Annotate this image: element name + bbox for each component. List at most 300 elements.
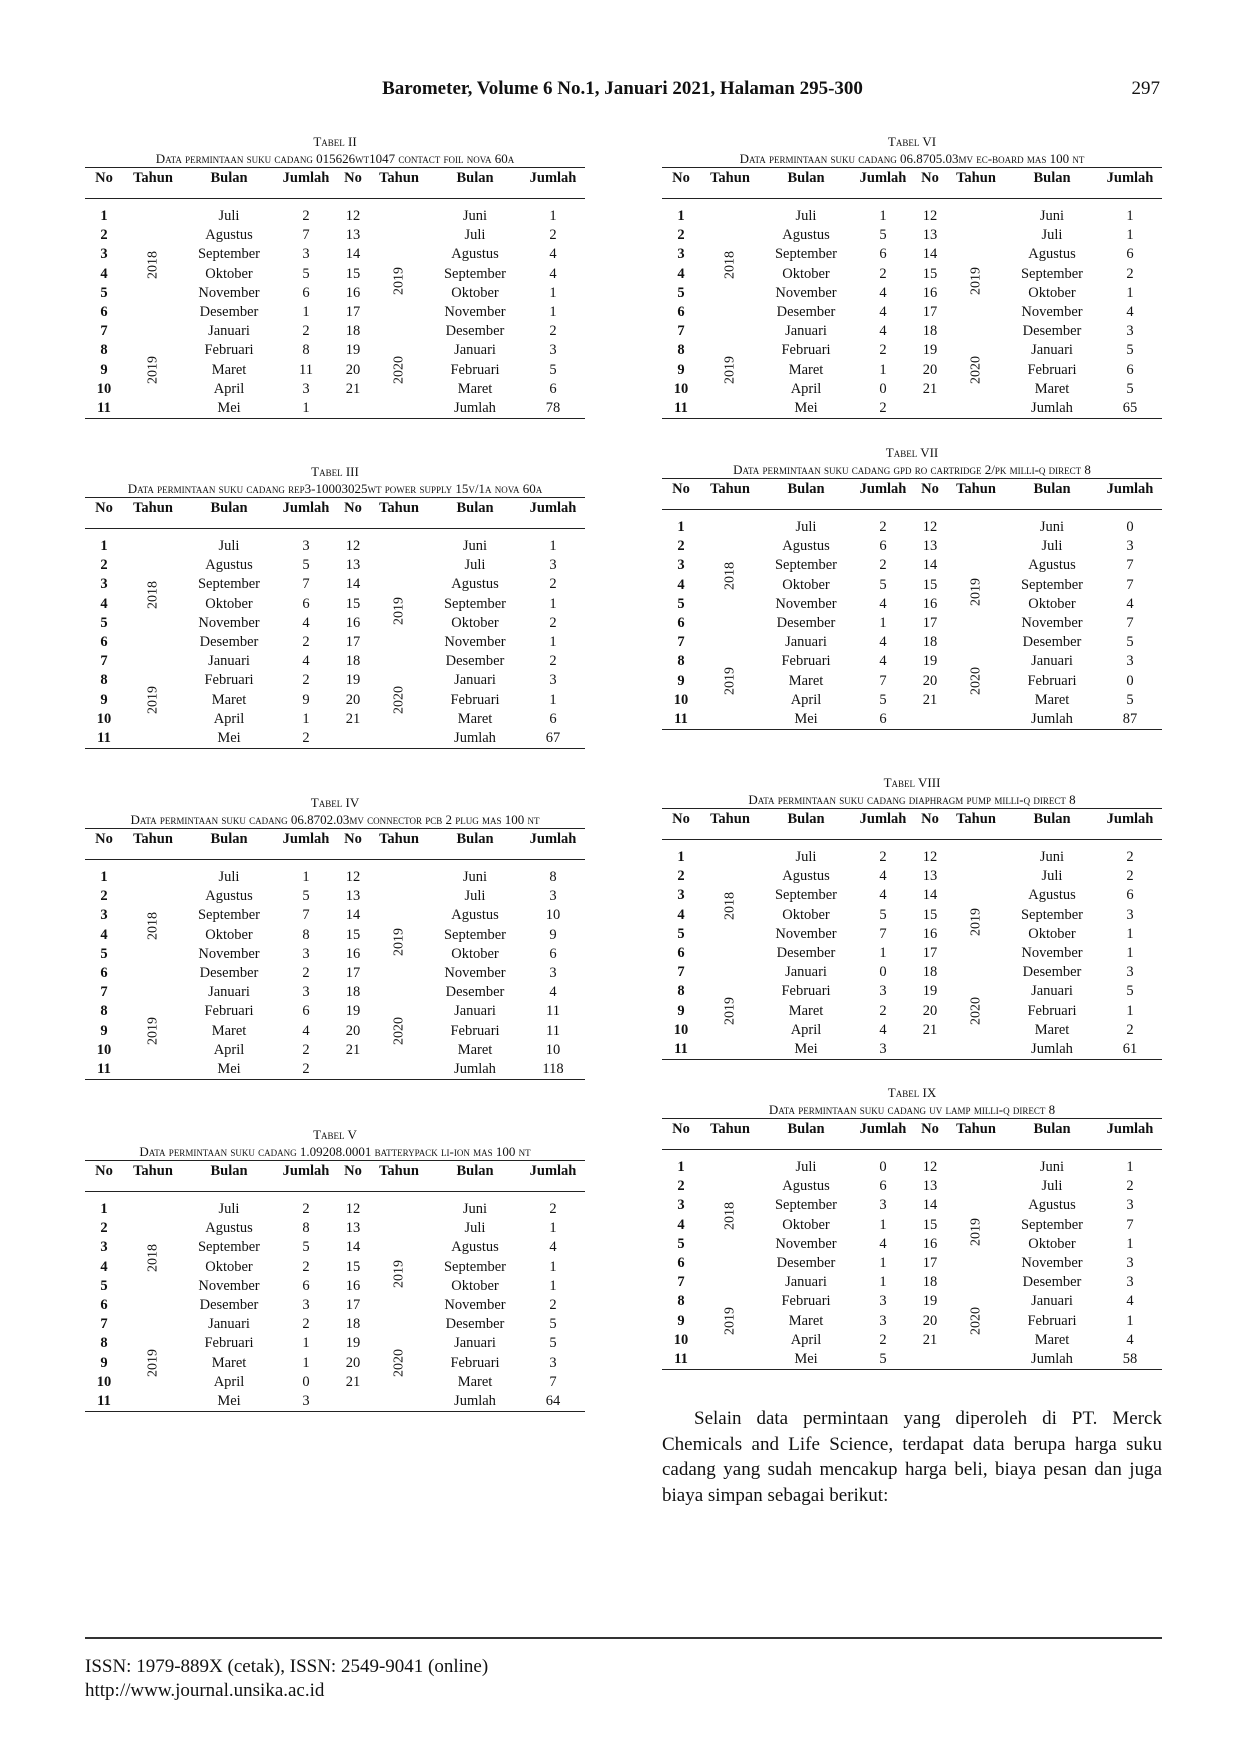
- month-cell: Juni: [462, 538, 488, 554]
- month-cell: Juli: [464, 557, 486, 574]
- row-number: 6: [677, 304, 685, 321]
- amount-cell: 2: [879, 519, 887, 535]
- amount-cell: 4: [879, 868, 887, 885]
- month-cell: September: [443, 595, 506, 612]
- year-cell: [700, 518, 760, 633]
- amount-cell: 5: [1126, 380, 1134, 397]
- column-header: No: [344, 831, 362, 847]
- amount-cell: 1: [302, 1354, 310, 1371]
- month-cell: Februari: [450, 691, 500, 708]
- month-cell: Mei: [217, 1061, 241, 1078]
- year-label: 2020: [968, 356, 984, 385]
- month-cell: September: [197, 576, 260, 593]
- row-number: 20: [345, 691, 361, 708]
- empty-cell: [369, 399, 429, 419]
- month-cell: Agustus: [782, 227, 830, 244]
- month-cell: Juni: [1039, 519, 1065, 535]
- row-number: 9: [677, 1002, 685, 1019]
- month-cell: Juli: [795, 519, 817, 535]
- year-cell: [123, 322, 183, 419]
- month-cell: Agustus: [451, 246, 499, 263]
- year-cell: [369, 868, 429, 1002]
- month-cell: Februari: [781, 342, 831, 359]
- amount-cell: 2: [879, 1331, 887, 1348]
- year-label: 2019: [145, 686, 161, 715]
- month-cell: Juli: [218, 538, 240, 554]
- row-number: 15: [345, 926, 361, 943]
- row-number: 11: [97, 1061, 111, 1078]
- column-header: Bulan: [787, 170, 825, 186]
- column-header: Jumlah: [282, 831, 330, 847]
- month-cell: Mei: [217, 730, 241, 747]
- year-cell: [946, 848, 1006, 982]
- amount-cell: 78: [545, 400, 561, 417]
- month-cell: Agustus: [205, 557, 253, 574]
- month-cell: Desember: [776, 615, 836, 632]
- row-number: 5: [677, 595, 685, 612]
- footer-url: http://www.journal.unsika.ac.id: [85, 1680, 325, 1701]
- amount-cell: 4: [879, 1021, 887, 1038]
- row-number: 16: [922, 595, 938, 612]
- month-cell: November: [1021, 945, 1083, 962]
- data-table: [85, 795, 585, 1080]
- year-label: 2020: [968, 667, 984, 696]
- month-cell: Maret: [1034, 380, 1070, 397]
- column-header: Jumlah: [282, 1163, 330, 1179]
- column-header: Bulan: [456, 831, 494, 847]
- amount-cell: 6: [879, 538, 887, 555]
- row-number: 8: [677, 1293, 685, 1310]
- amount-cell: 3: [549, 965, 557, 982]
- month-cell: Jumlah: [454, 730, 496, 747]
- row-number: 21: [345, 380, 361, 397]
- row-number: 6: [100, 304, 108, 321]
- row-number: 3: [100, 907, 108, 924]
- amount-cell: 6: [302, 1277, 310, 1294]
- amount-cell: 3: [302, 1393, 310, 1410]
- amount-cell: 3: [549, 1354, 557, 1371]
- month-cell: April: [213, 380, 245, 397]
- month-cell: Jumlah: [454, 1393, 496, 1410]
- month-cell: Januari: [785, 964, 827, 981]
- month-cell: April: [790, 1331, 822, 1348]
- amount-cell: 4: [879, 653, 887, 670]
- row-number: 14: [345, 907, 361, 924]
- column-header: Tahun: [710, 481, 750, 497]
- column-header: Jumlah: [859, 1121, 907, 1137]
- amount-cell: 2: [549, 653, 557, 670]
- amount-cell: 6: [1126, 361, 1134, 378]
- row-number: 10: [96, 1041, 112, 1058]
- amount-cell: 4: [879, 304, 887, 321]
- row-number: 6: [100, 634, 108, 651]
- amount-cell: 1: [1126, 945, 1134, 962]
- month-cell: Maret: [788, 672, 824, 689]
- row-number: 18: [922, 634, 938, 651]
- month-cell: November: [1021, 1255, 1083, 1272]
- month-cell: Juni: [462, 869, 488, 885]
- amount-cell: 3: [549, 557, 557, 574]
- amount-cell: 4: [549, 1239, 557, 1256]
- row-number: 19: [345, 1003, 361, 1020]
- amount-cell: 6: [302, 595, 310, 612]
- amount-cell: 65: [1122, 400, 1138, 417]
- column-header: Jumlah: [859, 170, 907, 186]
- column-header: Tahun: [379, 831, 419, 847]
- month-cell: Juli: [218, 1201, 240, 1217]
- table-row: [662, 1158, 1162, 1177]
- amount-cell: 5: [1126, 342, 1134, 359]
- amount-cell: 1: [549, 1277, 557, 1294]
- amount-cell: 3: [549, 342, 557, 359]
- row-number: 10: [673, 1021, 689, 1038]
- amount-cell: 2: [302, 672, 310, 689]
- amount-cell: 3: [1126, 1197, 1134, 1214]
- month-cell: Januari: [208, 653, 250, 670]
- table-number: Tabel IX: [887, 1085, 937, 1100]
- row-number: 7: [677, 964, 685, 981]
- column-header: Tahun: [956, 170, 996, 186]
- amount-cell: 4: [879, 887, 887, 904]
- month-cell: Desember: [1022, 634, 1082, 651]
- month-cell: Oktober: [451, 1277, 499, 1294]
- row-number: 6: [677, 945, 685, 962]
- row-number: 8: [100, 342, 108, 359]
- row-number: 8: [677, 342, 685, 359]
- year-label: 2018: [722, 891, 738, 920]
- table-number: Tabel VIII: [883, 775, 941, 790]
- row-number: [914, 710, 946, 730]
- column-header: No: [95, 1163, 113, 1179]
- year-cell: [946, 982, 1006, 1040]
- year-label: 2019: [722, 997, 738, 1026]
- body-paragraph: Selain data permintaan yang diperoleh di PT. Merck Chemicals and Life Science, terdapat data berupa harga suku cadang yang sudah mencakup harga beli, biaya pesan dan juga biaya simpan sebagai berikut:: [662, 1408, 1162, 1506]
- year-cell: [946, 518, 1006, 652]
- column-header: Jumlah: [1106, 811, 1154, 827]
- row-number: 1: [100, 869, 108, 885]
- row-number: 7: [677, 1274, 685, 1291]
- month-cell: Oktober: [205, 926, 253, 943]
- month-cell: November: [444, 304, 506, 321]
- row-number: 16: [345, 1277, 361, 1294]
- row-number: 8: [100, 672, 108, 689]
- year-cell: [946, 1292, 1006, 1350]
- month-cell: Agustus: [451, 1239, 499, 1256]
- column-header: Jumlah: [529, 170, 577, 186]
- empty-cell: [946, 399, 1006, 419]
- month-cell: Februari: [1027, 672, 1077, 689]
- table-row: [85, 207, 585, 226]
- column-header: Bulan: [210, 1163, 248, 1179]
- year-cell: [369, 537, 429, 671]
- page-header: [85, 78, 1160, 108]
- month-cell: November: [444, 634, 506, 651]
- table-caption: Data permintaan suku cadang 06.8702.03mv connector pcb 2 plug mas 100 nt: [130, 812, 540, 827]
- year-label: 2020: [391, 1349, 407, 1378]
- row-number: 21: [922, 1331, 938, 1348]
- row-number: 7: [100, 323, 108, 340]
- row-number: 10: [96, 380, 112, 397]
- amount-cell: 4: [549, 246, 557, 263]
- amount-cell: 2: [1126, 1021, 1134, 1038]
- row-number: 18: [922, 1274, 938, 1291]
- row-number: 15: [922, 906, 938, 923]
- year-cell: [123, 652, 183, 749]
- amount-cell: 5: [302, 557, 310, 574]
- row-number: 9: [677, 1312, 685, 1329]
- year-cell: [946, 652, 1006, 710]
- table-number: Tabel VII: [885, 445, 939, 460]
- empty-cell: [369, 1060, 429, 1080]
- table-number: Tabel V: [313, 1127, 357, 1142]
- year-cell: [700, 633, 760, 730]
- month-cell: November: [775, 284, 837, 301]
- year-label: 2020: [391, 356, 407, 385]
- row-number: 7: [677, 323, 685, 340]
- month-cell: Oktober: [782, 576, 830, 593]
- month-cell: Mei: [794, 1041, 818, 1058]
- year-label: 2019: [722, 667, 738, 696]
- row-number: 5: [100, 614, 108, 631]
- journal-title: Barometer, Volume 6 No.1, Januari 2021, Halaman 295-300: [382, 78, 863, 99]
- month-cell: Maret: [788, 361, 824, 378]
- column-header: Bulan: [1033, 1121, 1071, 1137]
- amount-cell: 2: [549, 576, 557, 593]
- row-number: 4: [677, 906, 685, 923]
- month-cell: Januari: [454, 1003, 496, 1020]
- row-number: 21: [922, 380, 938, 397]
- amount-cell: 2: [302, 634, 310, 651]
- year-cell: [369, 1200, 429, 1334]
- month-cell: November: [198, 1277, 260, 1294]
- year-cell: [123, 983, 183, 1080]
- row-number: 1: [677, 208, 685, 224]
- row-number: 10: [673, 691, 689, 708]
- year-cell: [700, 963, 760, 1060]
- amount-cell: 5: [549, 361, 557, 378]
- column-header: Tahun: [133, 831, 173, 847]
- amount-cell: 7: [302, 576, 310, 593]
- amount-cell: 3: [879, 1041, 887, 1058]
- row-number: 20: [922, 361, 938, 378]
- year-label: 2019: [391, 266, 407, 295]
- amount-cell: 6: [879, 246, 887, 263]
- year-label: 2018: [145, 250, 161, 279]
- month-cell: Desember: [199, 634, 259, 651]
- row-number: 7: [100, 1316, 108, 1333]
- row-number: 2: [100, 1220, 108, 1237]
- month-cell: November: [775, 925, 837, 942]
- row-number: 3: [677, 887, 685, 904]
- row-number: 9: [100, 1354, 108, 1371]
- row-number: 2: [100, 227, 108, 244]
- month-cell: April: [213, 710, 245, 727]
- amount-cell: 3: [302, 1297, 310, 1314]
- amount-cell: 1: [879, 1274, 887, 1291]
- amount-cell: 1: [1126, 925, 1134, 942]
- table-row: [662, 1273, 1162, 1292]
- column-header: Tahun: [956, 811, 996, 827]
- month-cell: Mei: [794, 400, 818, 417]
- row-number: 9: [677, 672, 685, 689]
- row-number: 2: [100, 557, 108, 574]
- amount-cell: 2: [549, 1201, 557, 1217]
- amount-cell: 2: [549, 614, 557, 631]
- row-number: [337, 729, 369, 749]
- amount-cell: 6: [549, 710, 557, 727]
- amount-cell: 1: [549, 634, 557, 651]
- column-header: Tahun: [133, 1163, 173, 1179]
- month-cell: Desember: [445, 653, 505, 670]
- column-header: Bulan: [1033, 481, 1071, 497]
- column-header: Bulan: [210, 500, 248, 516]
- row-number: 6: [677, 1255, 685, 1272]
- amount-cell: 2: [302, 730, 310, 747]
- row-number: 5: [677, 1235, 685, 1252]
- row-number: 19: [922, 342, 938, 359]
- month-cell: Oktober: [451, 614, 499, 631]
- amount-cell: 1: [879, 361, 887, 378]
- month-cell: Maret: [457, 1041, 493, 1058]
- year-label: 2019: [145, 1349, 161, 1378]
- year-cell: [700, 848, 760, 963]
- amount-cell: 5: [879, 1351, 887, 1368]
- row-number: 21: [345, 1373, 361, 1390]
- month-cell: November: [1021, 304, 1083, 321]
- month-cell: September: [1020, 906, 1083, 923]
- column-header: No: [921, 170, 939, 186]
- month-cell: Jumlah: [454, 1061, 496, 1078]
- year-cell: [369, 207, 429, 341]
- column-header: Jumlah: [529, 831, 577, 847]
- year-label: 2020: [968, 1307, 984, 1336]
- month-cell: November: [775, 595, 837, 612]
- row-number: [337, 1060, 369, 1080]
- month-cell: Januari: [1031, 342, 1073, 359]
- month-cell: Januari: [208, 1316, 250, 1333]
- row-number: 2: [100, 888, 108, 905]
- column-header: Jumlah: [282, 170, 330, 186]
- amount-cell: 2: [1126, 1178, 1134, 1195]
- table-row: [662, 322, 1162, 341]
- column-header: No: [921, 1121, 939, 1137]
- amount-cell: 1: [549, 538, 557, 554]
- month-cell: Juni: [462, 208, 488, 224]
- month-cell: September: [1020, 1216, 1083, 1233]
- amount-cell: 2: [302, 1061, 310, 1078]
- month-cell: Mei: [217, 1393, 241, 1410]
- month-cell: September: [197, 246, 260, 263]
- column-header: Jumlah: [1106, 481, 1154, 497]
- column-header: No: [95, 170, 113, 186]
- amount-cell: 1: [549, 304, 557, 321]
- column-header: Tahun: [956, 1121, 996, 1137]
- row-number: 4: [677, 1216, 685, 1233]
- row-number: 17: [922, 615, 938, 632]
- row-number: 12: [922, 519, 938, 535]
- amount-cell: 2: [302, 965, 310, 982]
- row-number: 3: [677, 557, 685, 574]
- month-cell: Agustus: [205, 227, 253, 244]
- month-cell: Juni: [462, 1201, 488, 1217]
- month-cell: Februari: [781, 653, 831, 670]
- amount-cell: 1: [879, 1216, 887, 1233]
- month-cell: Desember: [1022, 964, 1082, 981]
- column-header: Bulan: [787, 811, 825, 827]
- column-header: Tahun: [133, 500, 173, 516]
- month-cell: September: [774, 246, 837, 263]
- row-number: 17: [345, 965, 361, 982]
- column-header: Bulan: [210, 170, 248, 186]
- column-header: No: [344, 500, 362, 516]
- month-cell: Februari: [204, 342, 254, 359]
- month-cell: Januari: [454, 1335, 496, 1352]
- page-number: 297: [1131, 78, 1160, 99]
- row-number: 11: [674, 711, 688, 728]
- table-number: Tabel III: [311, 464, 359, 479]
- row-number: 20: [922, 1002, 938, 1019]
- amount-cell: 7: [879, 672, 887, 689]
- table-row: [662, 518, 1162, 537]
- amount-cell: 1: [1126, 1312, 1134, 1329]
- amount-cell: 2: [879, 557, 887, 574]
- row-number: 7: [677, 634, 685, 651]
- month-cell: Oktober: [782, 906, 830, 923]
- year-cell: [123, 1315, 183, 1412]
- table-caption: Data permintaan suku cadang uv lamp milli-q direct 8: [768, 1102, 1056, 1117]
- amount-cell: 5: [549, 1316, 557, 1333]
- month-cell: Jumlah: [1031, 400, 1073, 417]
- row-number: 18: [345, 653, 361, 670]
- column-header: Tahun: [379, 170, 419, 186]
- column-header: Tahun: [710, 1121, 750, 1137]
- amount-cell: 8: [302, 1220, 310, 1237]
- month-cell: April: [213, 1041, 245, 1058]
- amount-cell: 7: [302, 227, 310, 244]
- month-cell: November: [198, 614, 260, 631]
- amount-cell: 6: [302, 1003, 310, 1020]
- row-number: 13: [922, 538, 938, 555]
- month-cell: Februari: [1027, 1002, 1077, 1019]
- amount-cell: 3: [879, 983, 887, 1000]
- row-number: 9: [100, 361, 108, 378]
- column-header: Bulan: [456, 170, 494, 186]
- row-number: 3: [100, 1239, 108, 1256]
- table-number: Tabel VI: [887, 134, 937, 149]
- row-number: 14: [922, 246, 938, 263]
- month-cell: Maret: [788, 1002, 824, 1019]
- year-cell: [700, 1273, 760, 1370]
- year-cell: [369, 671, 429, 729]
- row-number: 12: [345, 869, 361, 885]
- year-label: 2019: [968, 907, 984, 936]
- footer-issn: ISSN: 1979-889X (cetak), ISSN: 2549-9041 (online): [85, 1656, 489, 1677]
- row-number: 3: [677, 1197, 685, 1214]
- month-cell: Juli: [464, 888, 486, 905]
- month-cell: Juli: [464, 227, 486, 244]
- month-cell: Agustus: [205, 888, 253, 905]
- month-cell: Maret: [211, 691, 247, 708]
- month-cell: April: [790, 380, 822, 397]
- column-header: No: [672, 811, 690, 827]
- row-number: 2: [677, 538, 685, 555]
- column-header: Bulan: [210, 831, 248, 847]
- month-cell: Februari: [204, 672, 254, 689]
- row-number: 3: [100, 576, 108, 593]
- month-cell: Agustus: [1028, 557, 1076, 574]
- column-header: Tahun: [379, 500, 419, 516]
- amount-cell: 1: [549, 691, 557, 708]
